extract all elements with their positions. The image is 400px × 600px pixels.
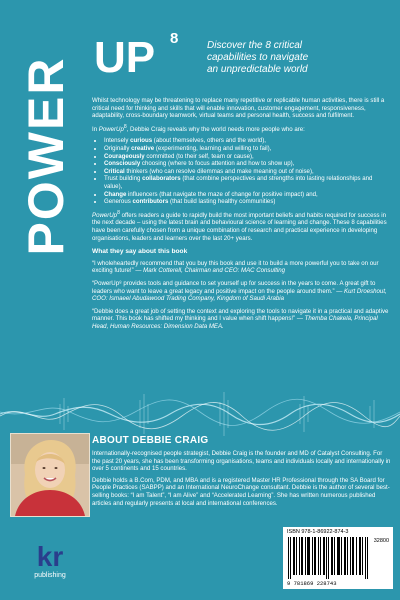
intro-paragraph: Whilst technology may be threatening to replace many repetitive or replicable human activities, there is still a critical need for thinking and skills that will enable innovation, customer engagement, responsiveness, adaptability, cross-boundary teamwork, virtual teams and personal health, success and fulfilment. [92, 97, 385, 120]
bullet-keyword: creative [131, 145, 155, 152]
reveals-lead-in: In [92, 125, 99, 133]
bullet-keyword: Courageously [104, 152, 145, 160]
author-bio [92, 450, 392, 511]
review-quote: “PowerUp⁸ provides tools and guidance to set yourself up for success in the years to come. A great gift to leaders who want to leave a great legacy and positive impact on the people around them.” — [92, 279, 376, 295]
bullet-post: (about themselves, others and the world), [152, 137, 266, 145]
list-item [104, 198, 390, 206]
bullet-keyword: Critical [104, 167, 125, 175]
list-item [104, 153, 390, 161]
tagline-line: capabilities to navigate [207, 52, 309, 63]
list-item [104, 175, 390, 190]
bullet-keyword: collaborators [142, 175, 181, 183]
book-name: PowerUp [98, 125, 124, 133]
list-item [104, 168, 390, 176]
bullet-keyword: Change [104, 190, 127, 198]
bullet-post: thinkers (who can resolve dilemmas and make meaning out of noise), [124, 167, 314, 175]
capability-list [92, 137, 390, 205]
reveals-paragraph [92, 124, 390, 134]
review [92, 280, 390, 303]
book-name: PowerUp [92, 211, 118, 219]
review [92, 308, 390, 331]
title-up: UP [94, 33, 156, 82]
publisher-logo [20, 540, 80, 590]
bullet-post: committed (to their self, team or cause), [144, 152, 254, 160]
review-quote: “Debbie does a great job of setting the context and exploring the tools to navigate it in a practical and adaptive manner. This book has shifted my thinking and I value when shift happens!” — [92, 307, 389, 323]
author-photo [10, 433, 90, 517]
book-superscript: 8 [117, 209, 120, 216]
bullet-post: influencers (that navigate the maze of change for positive impact) and, [126, 190, 318, 198]
title-superscript: 8 [170, 30, 179, 47]
author-portrait-icon [11, 434, 89, 516]
bullet-post: (that build lasting healthy communities) [168, 198, 276, 206]
tagline [207, 40, 387, 76]
vertical-title: POWER [18, 56, 74, 256]
bullet-keyword: Consciously [104, 160, 141, 168]
review-attribution: Themba Chakela, Principal Head, Human Resources: Dimension Data MEA. [92, 315, 378, 330]
bullet-pre: Intensely [104, 137, 131, 145]
tagline-line: an unpredictable world [207, 64, 308, 75]
bullet-pre: Generous [104, 198, 133, 206]
isbn-barcode [283, 527, 393, 589]
bio-paragraph: Debbie holds a B.Com, PDM, and MBA and is a registered Master HR Professional through the SA Board for People Practices (SABPP) and an International NeuroChange consultant. Debbie is the author of several best-selling books: “I am Talent”, “I am Alive” and “Accelerated Learning”. She has written numerous published articles and regularly presents at local and international conferences. [92, 476, 390, 507]
about-heading: ABOUT DEBBIE CRAIG [92, 435, 209, 446]
offers-text: offers readers a guide to rapidly build the most important beliefs and habits required for success in the next decade – using the latest brain and behavioural science of learning and change. These 8 capabilities have been carefully chosen from a unique combination of research and practical experience in developing organisations, leaders and learners over the last 20+ years. [92, 211, 387, 242]
kr-logo-icon [20, 540, 80, 572]
review [92, 260, 390, 275]
isbn-number: ISBN 978-1-86922-874-3 [287, 529, 349, 535]
list-item [104, 191, 390, 199]
barcode-digits: 9 781869 228743 [287, 580, 337, 587]
bio-paragraph: Internationally-recognised people strategist, Debbie Craig is the founder and MD of Catalyst Consulting. For the past 20 years, she has been transforming organisations, teams and individuals locally and internationally in over 5 continents and 15 countries. [92, 450, 391, 473]
list-item [104, 137, 390, 145]
publisher-name: publishing [34, 572, 66, 579]
price-code: 32800 [373, 538, 389, 544]
review-quote: “I wholeheartedly recommend that you buy this book and use it to build a more powerful you to take on our exciting future!” — [92, 259, 379, 275]
offers-paragraph [92, 210, 390, 242]
bullet-pre: Trust building [104, 175, 143, 183]
review-attribution: Mark Cotterell, Chairman and CEO: MAC Consulting [143, 267, 286, 275]
blurb [92, 97, 390, 336]
bullet-post: (experimenting, learning and willing to fail), [154, 145, 272, 152]
list-item [104, 145, 390, 153]
bullet-post: (that combine perspectives and strengths into lasting relationships and value), [104, 175, 373, 190]
bullet-pre: Originally [104, 145, 132, 152]
list-item [104, 160, 390, 168]
bullet-keyword: contributors [132, 198, 169, 206]
book-superscript: 8 [123, 123, 127, 130]
bullet-post: choosing (where to focus attention and how to show up), [140, 160, 295, 168]
bullet-keyword: curious [130, 137, 153, 145]
barcode-bars-icon [287, 537, 369, 579]
reviews-heading: What they say about this book [92, 248, 188, 256]
review-attribution: Kurt Droeshout, COO: Ismaeel Abudawood Trading Company, Kingdom of Saudi Arabia [92, 287, 387, 303]
tagline-line: Discover the 8 critical [207, 40, 303, 51]
reveals-tail: , Debbie Craig reveals why the world needs more people who are: [126, 125, 305, 133]
logo-letters: kr [36, 541, 64, 572]
